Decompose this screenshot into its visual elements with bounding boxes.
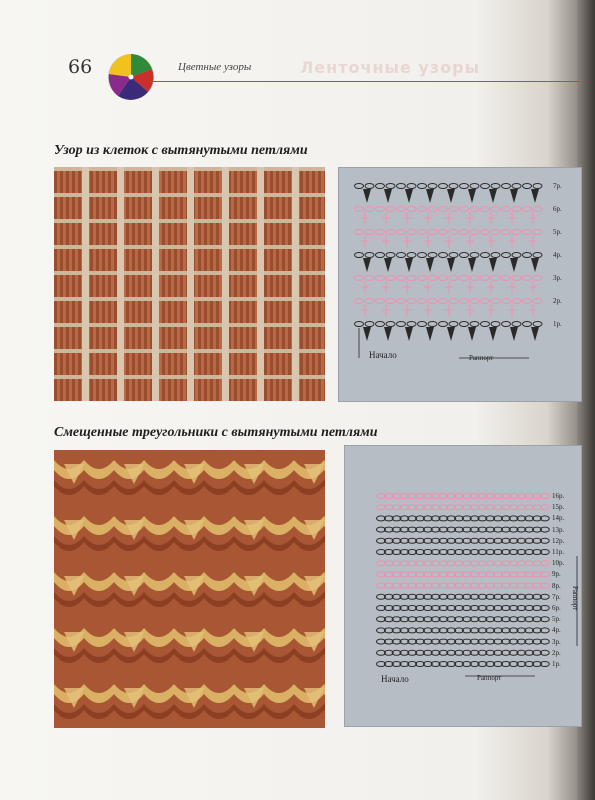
pattern-1-title: Узор из клеток с вытянутыми петлями [54, 143, 308, 158]
pattern-1-diagram [338, 167, 582, 402]
header-rule [150, 81, 580, 82]
page-number: 66 [68, 56, 93, 78]
pattern-2-texture [54, 450, 325, 728]
pattern-1-symbols [339, 168, 581, 401]
row-label: 1р. [553, 320, 562, 328]
start-label: Начало [369, 350, 397, 360]
pattern-2-photo [54, 450, 325, 728]
row-label: 2р. [553, 297, 562, 305]
row-label: 16р. [552, 492, 565, 500]
running-head: Цветные узоры [178, 61, 252, 73]
row-label: 1р. [552, 660, 561, 668]
row-label: 12р. [552, 536, 565, 545]
repeat-label: Раппорт [477, 674, 502, 682]
row-label: 6р. [552, 604, 561, 612]
start-label: Начало [381, 674, 409, 684]
row-label: 8р. [552, 581, 561, 590]
faded-bleedthrough-title: Ленточные узоры [300, 58, 481, 77]
row-label: 7р. [552, 592, 561, 601]
row-label: 2р. [552, 648, 561, 657]
row-label: 3р. [553, 274, 562, 282]
row-label: 5р. [553, 228, 562, 236]
row-label: 3р. [552, 637, 561, 646]
row-label: 5р. [552, 615, 561, 624]
row-label: 10р. [552, 559, 565, 568]
repeat-label: Раппорт [469, 354, 494, 362]
pattern-1-photo [54, 167, 325, 401]
pattern-2-title: Смещенные треугольники с вытянутыми петлями [54, 425, 378, 440]
row-label: 4р. [553, 251, 562, 259]
side-repeat-label: Раппорт [571, 586, 579, 611]
row-label: 14р. [552, 514, 565, 523]
pattern-2-diagram [344, 445, 582, 727]
row-label: 9р. [552, 570, 561, 579]
row-label: 4р. [552, 626, 561, 635]
row-label: 13р. [552, 525, 565, 534]
row-label: 6р. [553, 205, 562, 213]
row-label: 15р. [552, 503, 565, 512]
row-label: 11р. [552, 548, 564, 556]
row-label: 7р. [553, 182, 562, 190]
pattern-2-symbols [345, 446, 581, 726]
color-ball-logo [106, 52, 156, 102]
